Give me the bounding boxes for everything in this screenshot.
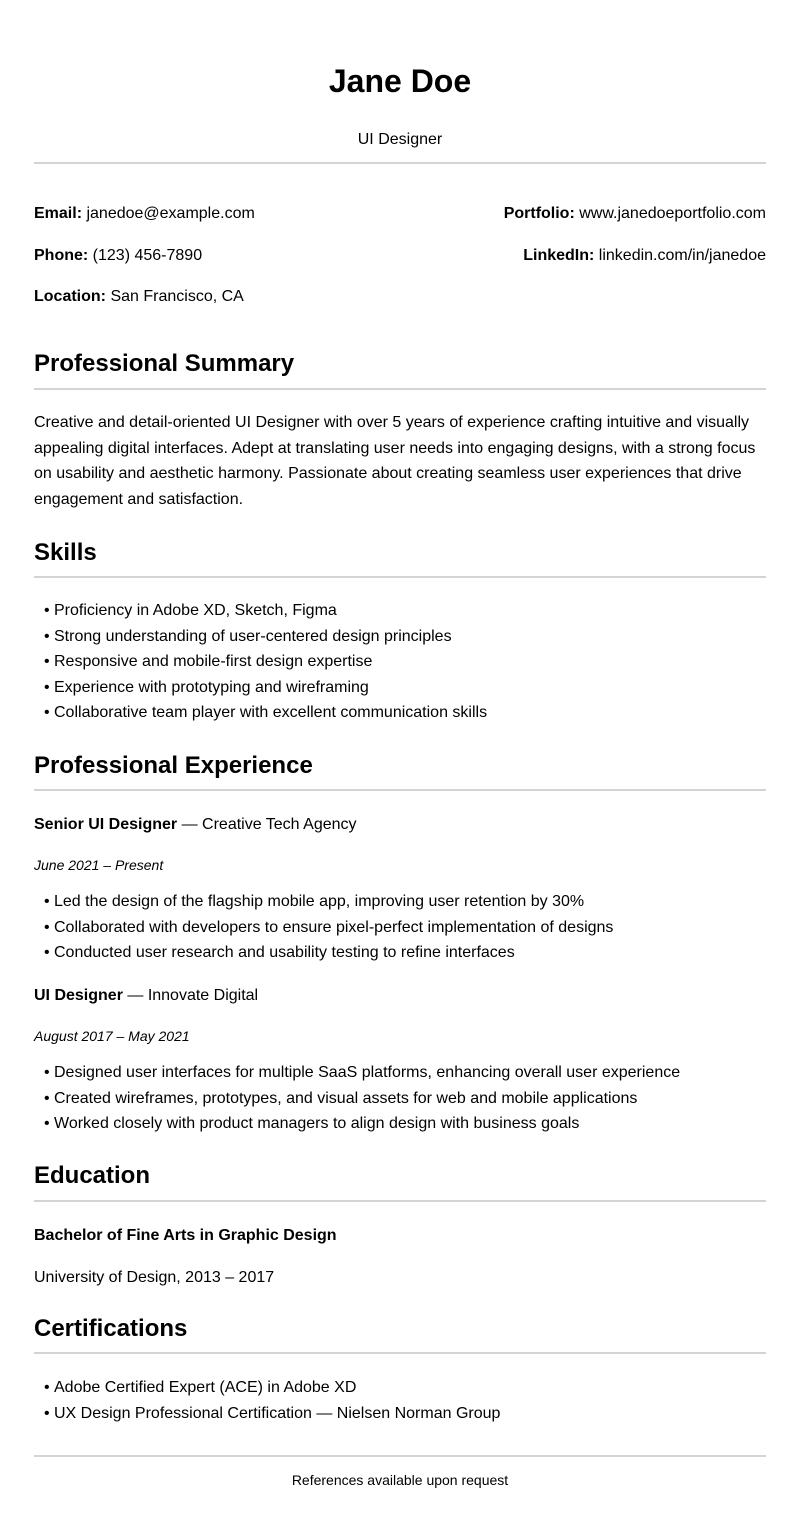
- education-divider: [34, 1200, 766, 1202]
- location-value: San Francisco, CA: [110, 288, 244, 305]
- job-bullet: • Designed user interfaces for multiple SaaS platforms, enhancing overall user experience: [44, 1060, 766, 1086]
- footer-note: References available upon request: [291, 1472, 509, 1488]
- contact-portfolio: [504, 204, 766, 224]
- summary-divider: [34, 388, 766, 390]
- skill-item: • Collaborative team player with excellent communication skills: [44, 700, 766, 726]
- job-bullet: • Created wireframes, prototypes, and visual assets for web and mobile applications: [44, 1086, 766, 1112]
- location-label: Location:: [34, 288, 106, 305]
- contact-location: [34, 287, 244, 307]
- linkedin-value[interactable]: linkedin.com/in/janedoe: [598, 247, 766, 264]
- job-dates: August 2017 – May 2021: [34, 1028, 190, 1044]
- candidate-role: UI Designer: [357, 131, 443, 148]
- certifications-list: [44, 1375, 766, 1426]
- job-company: — Creative Tech Agency: [177, 816, 357, 833]
- skill-item: • Experience with prototyping and wireframing: [44, 675, 766, 701]
- header-divider: [34, 162, 766, 164]
- job-bullet: • Collaborated with developers to ensure pixel-perfect implementation of designs: [44, 915, 766, 941]
- skills-divider: [34, 576, 766, 578]
- contact-phone: [34, 246, 202, 266]
- summary-heading: Professional Summary: [34, 350, 295, 377]
- email-value[interactable]: janedoe@example.com: [86, 205, 255, 222]
- job-bullets: [44, 1060, 766, 1137]
- skill-item: • Strong understanding of user-centered design principles: [44, 624, 766, 650]
- footer-divider: [34, 1455, 766, 1457]
- job-title: Senior UI Designer: [34, 816, 178, 833]
- job-company: — Innovate Digital: [122, 987, 259, 1004]
- certification-item: • UX Design Professional Certification — Nielsen Norman Group: [44, 1401, 766, 1427]
- linkedin-label: LinkedIn:: [523, 247, 595, 264]
- job-header: [34, 815, 357, 835]
- certification-item: • Adobe Certified Expert (ACE) in Adobe XD: [44, 1375, 766, 1401]
- skills-list: [44, 598, 766, 726]
- education-heading: Education: [34, 1162, 151, 1189]
- job-bullet: • Led the design of the flagship mobile app, improving user retention by 30%: [44, 889, 766, 915]
- candidate-name: Jane Doe: [328, 63, 472, 99]
- skill-item: • Proficiency in Adobe XD, Sketch, Figma: [44, 598, 766, 624]
- phone-label: Phone:: [34, 247, 89, 264]
- degree-title: Bachelor of Fine Arts in Graphic Design: [34, 1227, 337, 1244]
- skills-heading: Skills: [34, 539, 97, 566]
- certifications-heading: Certifications: [34, 1315, 188, 1342]
- portfolio-label: Portfolio:: [503, 205, 575, 222]
- email-label: Email:: [34, 205, 83, 222]
- contact-linkedin: [523, 246, 766, 266]
- job-dates: June 2021 – Present: [34, 857, 164, 873]
- summary-text: Creative and detail-oriented UI Designer with over 5 years of experience crafting intuitive and visually appealing digital interfaces. Adept at translating user needs into engaging designs, with a strong focus on usability and aesthetic harmony. Passionate about creating seamless user experiences that drive engagement and satisfaction.: [34, 414, 756, 508]
- education-school: University of Design, 2013 – 2017: [34, 1269, 275, 1286]
- education-degree: [34, 1226, 337, 1246]
- contact-email: [34, 204, 255, 224]
- certifications-divider: [34, 1352, 766, 1354]
- experience-heading: Professional Experience: [34, 752, 313, 779]
- job-bullets: [44, 889, 766, 966]
- job-bullet: • Conducted user research and usability testing to refine interfaces: [44, 940, 766, 966]
- experience-divider: [34, 789, 766, 791]
- portfolio-value[interactable]: www.janedoeportfolio.com: [579, 205, 766, 222]
- phone-value: (123) 456-7890: [92, 247, 203, 264]
- job-bullet: • Worked closely with product managers to align design with business goals: [44, 1111, 766, 1137]
- job-header: [34, 986, 258, 1006]
- skill-item: • Responsive and mobile-first design expertise: [44, 649, 766, 675]
- job-title: UI Designer: [34, 987, 123, 1004]
